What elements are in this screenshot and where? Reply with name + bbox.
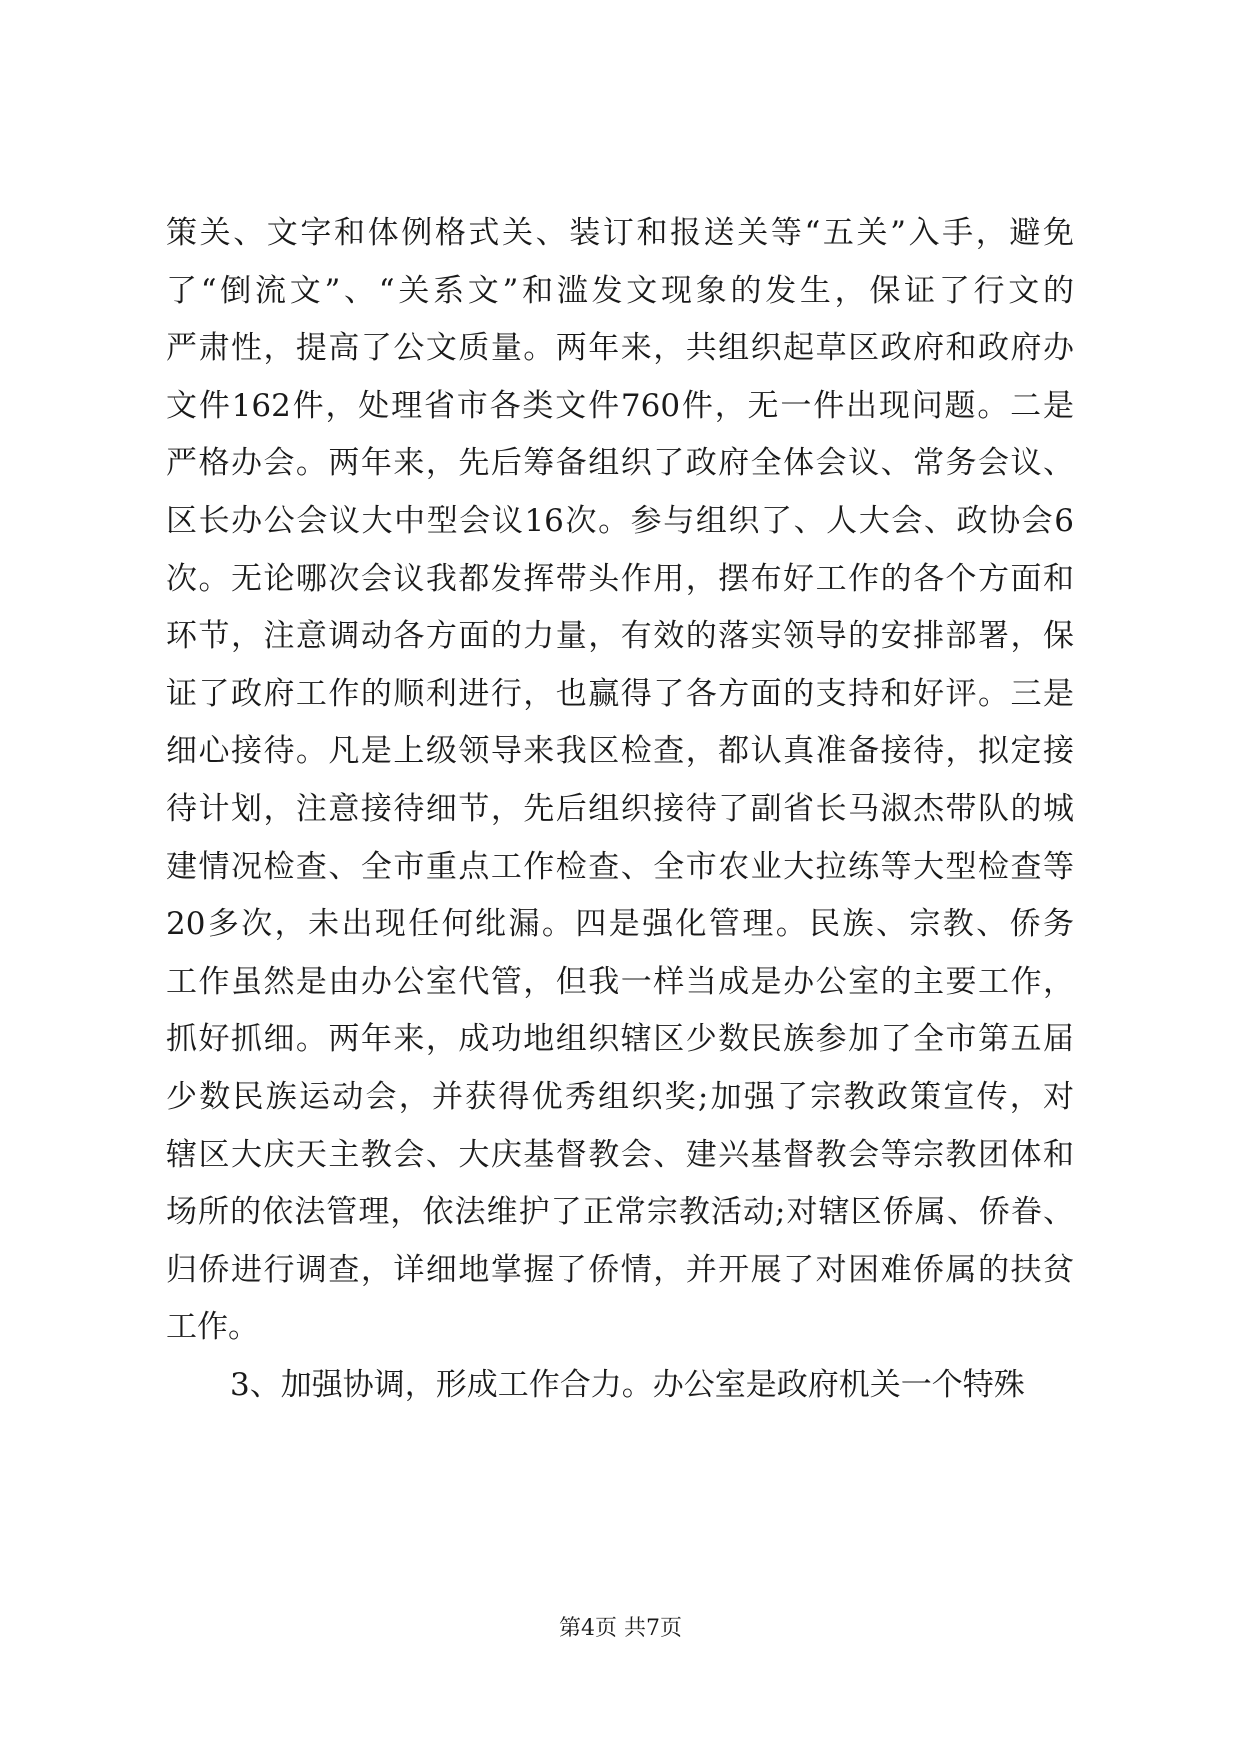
text-line: 辖区大庆天主教会、大庆基督教会、建兴基督教会等宗教团体和 [166,1136,1074,1173]
text-line: 场所的依法管理，依法维护了正常宗教活动;对辖区侨属、侨眷、 [166,1194,1074,1231]
text-line: 工作虽然是由办公室代管，但我一样当成是办公室的主要工作， [166,963,1074,1000]
page-footer [0,1614,1241,1644]
page-number-label: 第4页 共7页 [559,1616,682,1641]
text-line: 了“倒流文”、“关系文”和滥发文现象的发生，保证了行文的 [166,272,1074,309]
text-line: 建情况检查、全市重点工作检查、全市农业大拉练等大型检查等 [166,848,1074,885]
body-text [166,205,1074,1414]
text-line: 20多次，未出现任何纰漏。四是强化管理。民族、宗教、侨务 [166,906,1074,943]
text-line: 文件162件，处理省市各类文件760件，无一件出现问题。二是 [166,387,1074,424]
text-line: 细心接待。凡是上级领导来我区检查，都认真准备接待，拟定接 [166,733,1074,770]
text-line: 抓好抓细。两年来，成功地组织辖区少数民族参加了全市第五届 [166,1021,1074,1058]
text-line: 证了政府工作的顺利进行，也赢得了各方面的支持和好评。三是 [166,675,1074,712]
text-line: 工作。 [166,1309,259,1346]
text-line: 区长办公会议大中型会议16次。参与组织了、人大会、政协会6 [166,502,1074,539]
text-line: 严肃性，提高了公文质量。两年来，共组织起草区政府和政府办 [166,330,1074,367]
text-line: 严格办会。两年来，先后筹备组织了政府全体会议、常务会议、 [166,445,1074,482]
text-line: 归侨进行调查，详细地掌握了侨情，并开展了对困难侨属的扶贫 [166,1251,1074,1288]
paragraph-start-line: 3、加强协调，形成工作合力。办公室是政府机关一个特殊 [230,1366,1025,1403]
text-line: 少数民族运动会，并获得优秀组织奖;加强了宗教政策宣传，对 [166,1078,1074,1115]
text-line: 次。无论哪次会议我都发挥带头作用，摆布好工作的各个方面和 [166,560,1074,597]
text-line: 策关、文字和体例格式关、装订和报送关等“五关”入手，避免 [166,215,1074,251]
text-line: 环节，注意调动各方面的力量，有效的落实领导的安排部署，保 [166,618,1074,655]
text-line: 待计划，注意接待细节，先后组织接待了副省长马淑杰带队的城 [166,790,1074,827]
